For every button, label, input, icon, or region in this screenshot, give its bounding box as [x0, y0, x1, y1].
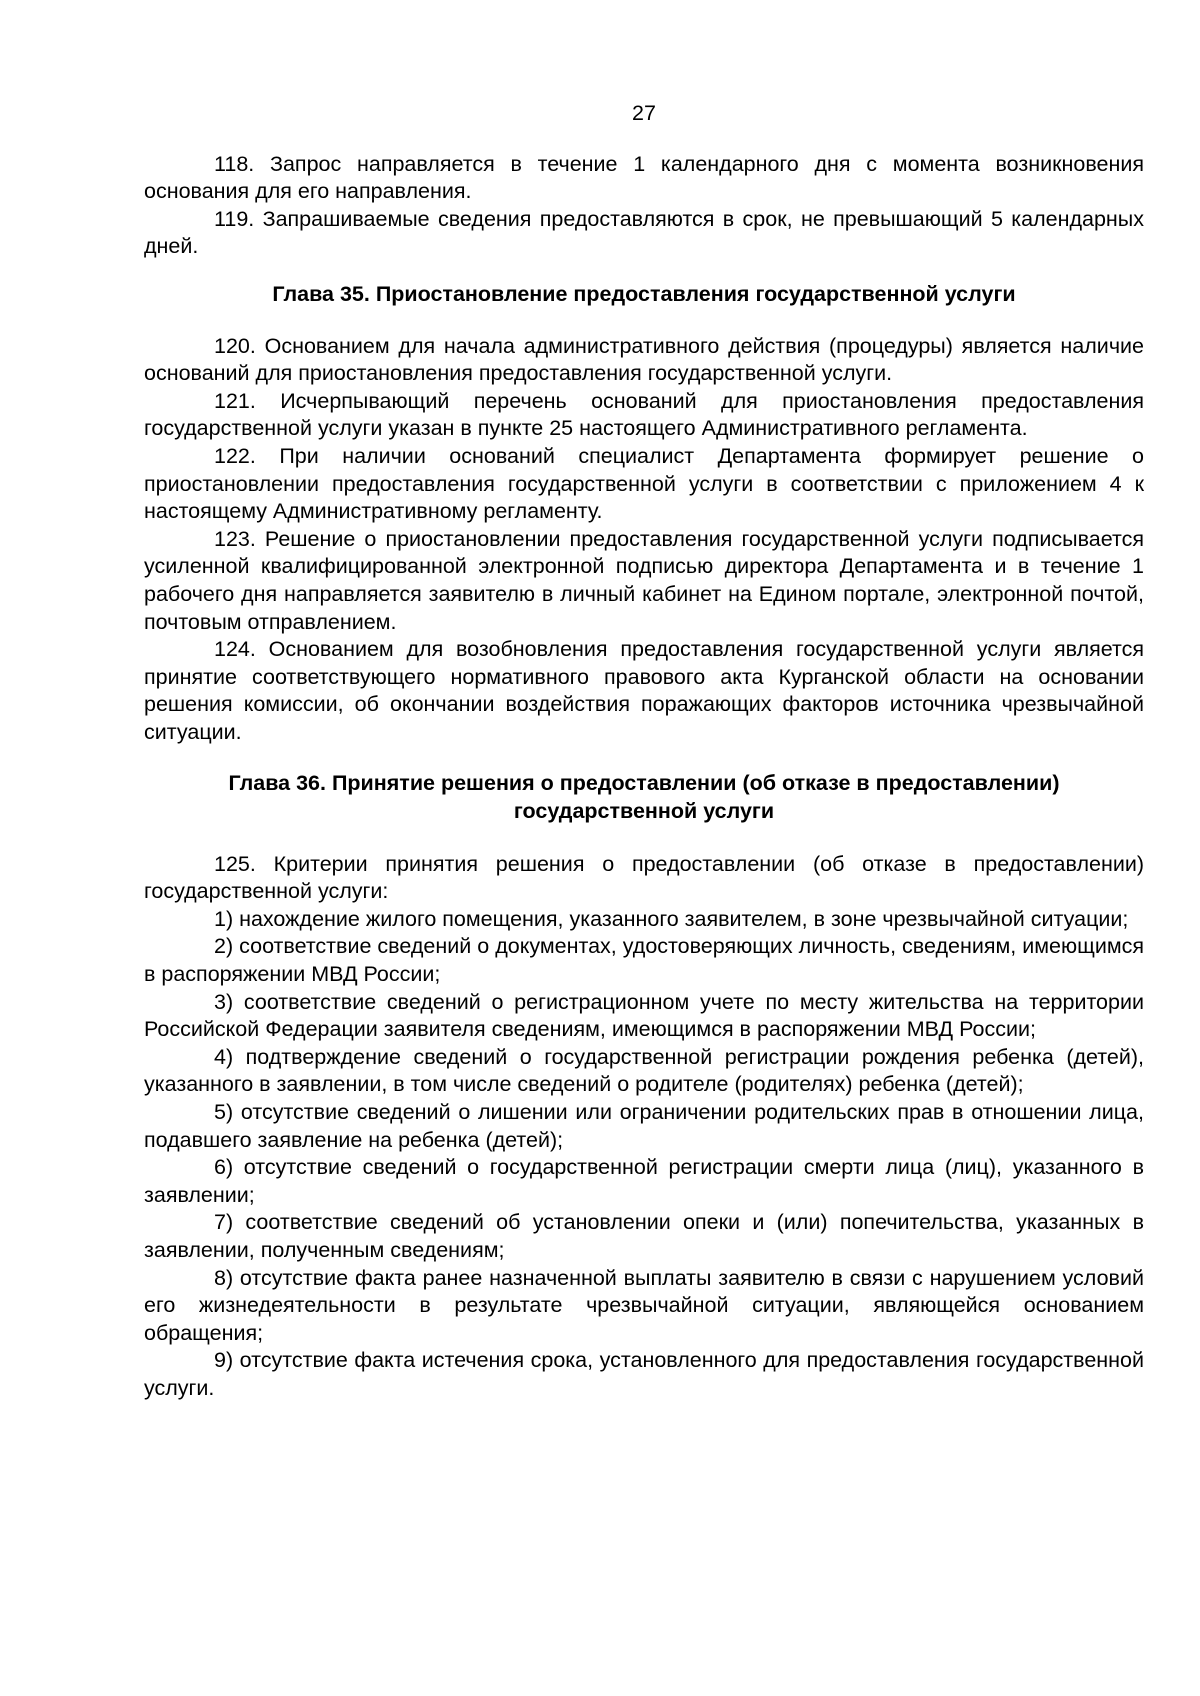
paragraph-122: 122. При наличии оснований специалист Департамента формирует решение о приостановлении предоставления государственной услуги в соответствии с приложением 4 к настоящему Административному регламенту. [144, 443, 1144, 524]
paragraph-120: 120. Основанием для начала административного действия (процедуры) является наличие оснований для приостановления предоставления государственной услуги. [144, 333, 1144, 386]
chapter-36-heading-line-2: государственной услуги [513, 799, 775, 824]
criterion-6: 6) отсутствие сведений о государственной регистрации смерти лица (лиц), указанного в заявлении; [144, 1155, 1144, 1207]
criterion-1: 1) нахождение жилого помещения, указанного заявителем, в зоне чрезвычайной ситуации; [214, 906, 1129, 931]
criterion-4: 4) подтверждение сведений о государственной регистрации рождения ребенка (детей), указанного в заявлении, в том числе сведений о родителе (родителях) ребенка (детей); [144, 1044, 1144, 1097]
criterion-3: 3) соответствие сведений о регистрационном учете по месту жительства на территории Российской Федерации заявителя сведениям, имеющимся в распоряжении МВД России; [144, 989, 1144, 1042]
paragraph-119: 119. Запрашиваемые сведения предоставляются в срок, не превышающий 5 календарных дней. [144, 206, 1144, 259]
paragraph-118: 118. Запрос направляется в течение 1 календарного дня с момента возникновения основания для его направления. [144, 151, 1144, 204]
criterion-2: 2) соответствие сведений о документах, удостоверяющих личность, сведениям, имеющимся в распоряжении МВД России; [144, 934, 1144, 987]
paragraph-124: 124. Основанием для возобновления предоставления государственной услуги является принятие соответствующего нормативного правового акта Курганской области на основании решения комиссии, об окончании воздействия поражающих факторов источника чрезвычайной ситуации. [144, 637, 1144, 744]
document-page [144, 100, 1144, 1403]
chapter-36-heading [144, 770, 1144, 825]
page-number: 27 [632, 101, 656, 125]
criterion-9: 9) отсутствие факта истечения срока, установленного для предоставления государственной услуги. [144, 1348, 1144, 1400]
paragraph-121: 121. Исчерпывающий перечень оснований для приостановления предоставления государственной услуги указан в пункте 25 настоящего Административного регламента. [144, 388, 1144, 441]
chapter-35-heading: Глава 35. Приостановление предоставления государственной услуги [272, 281, 1016, 306]
criterion-7: 7) соответствие сведений об установлении опеки и (или) попечительства, указанных в заявлении, полученным сведениям; [144, 1210, 1144, 1262]
criterion-8: 8) отсутствие факта ранее назначенной выплаты заявителю в связи с нарушением условий его жизнедеятельности в результате чрезвычайной ситуации, являющейся основанием обращения; [144, 1265, 1144, 1345]
paragraph-123: 123. Решение о приостановлении предоставления государственной услуги подписывается усиленной квалифицированной электронной подписью директора Департамента и в течение 1 рабочего дня направляется заявителю в личный кабинет на Едином портале, электронной почтой, почтовым отправлением. [144, 526, 1144, 634]
criterion-5: 5) отсутствие сведений о лишении или ограничении родительских прав в отношении лица, подавшего заявление на ребенка (детей); [144, 1100, 1144, 1152]
paragraph-125: 125. Критерии принятия решения о предоставлении (об отказе в предоставлении) государственной услуги: [144, 851, 1144, 904]
chapter-36-heading-line-1: Глава 36. Принятие решения о предоставлении (об отказе в предоставлении) [228, 771, 1060, 796]
